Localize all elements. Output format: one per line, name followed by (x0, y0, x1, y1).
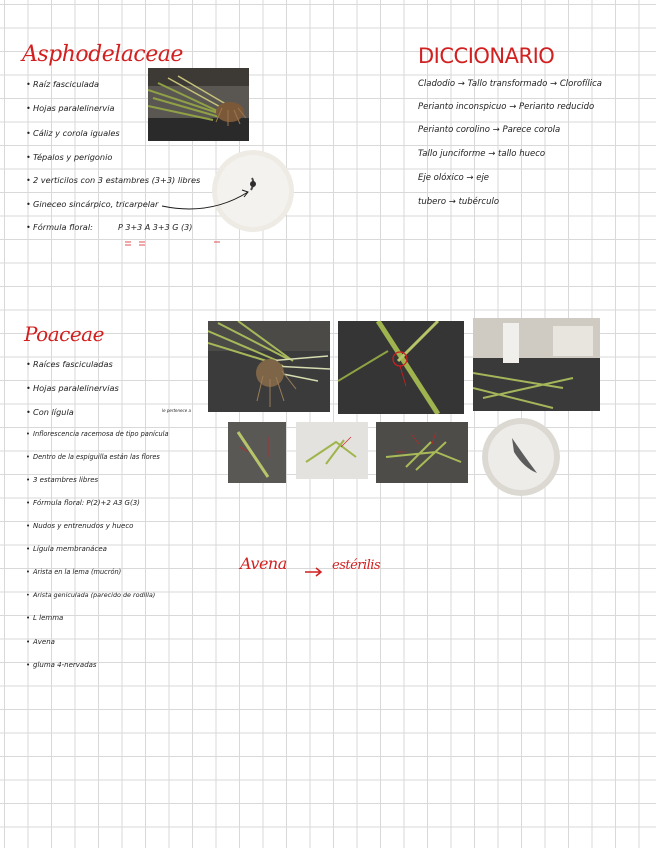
list-item: • Inflorescencia racemosa de tipo panícula (26, 430, 169, 438)
floral-formula: P 3+3 A 3+3 G (3) (118, 223, 193, 232)
list-item: • 3 estambres libres (26, 476, 99, 484)
list-item: Perianto inconspicuo → Perianto reducido (418, 102, 595, 112)
list-item: • Avena (26, 638, 55, 646)
list-item: • Raíces fasciculadas (26, 359, 113, 369)
plant-photo (148, 68, 249, 141)
list-item: • Dentro de la espiguilla están las flores (26, 453, 160, 461)
list-item: • L lemma (26, 614, 64, 622)
poaceae-title: Poaceae (24, 322, 104, 346)
lab-photo (473, 318, 600, 411)
list-item: • Con lígula (26, 407, 74, 417)
list-item: • Arista geniculada (parecido de rodilla) (26, 591, 156, 599)
spikelet-photo-2 (296, 422, 368, 479)
arrow-icon (304, 562, 324, 572)
list-item: • gluma 4-nervadas (26, 661, 97, 669)
asphodelaceae-title: Asphodelaceae (22, 42, 183, 67)
list-item: • Cáliz y corola iguales (26, 128, 120, 138)
microscope-spikelet-photo (482, 418, 560, 496)
list-item: • Hojas paralelinervias (26, 383, 119, 393)
list-item: • Gineceo sincárpico, tricarpelar (26, 199, 159, 209)
grass-roots-photo (208, 321, 330, 412)
list-item: Cladodio → Tallo transformado → Clorofílica (418, 79, 603, 89)
list-item: • Tépalos y perigonio (26, 152, 113, 162)
spikelet-photo-3 (376, 422, 468, 483)
list-item: • Raíz fasciculada (26, 79, 100, 89)
list-item: • 2 verticilos con 3 estambres (3+3) libres (26, 175, 201, 185)
avena-label: Avena (240, 554, 287, 573)
spikelet-photo-1 (228, 422, 286, 483)
list-item: tubero → tubérculo (418, 197, 500, 207)
list-item: • Lígula membranácea (26, 545, 107, 553)
grass-node-photo (338, 321, 464, 414)
formula-red-marks (122, 234, 222, 244)
list-item: • Fórmula floral: P(2)+2 A3 G(3) (26, 499, 140, 507)
small-annotation: le pertenece a (162, 408, 191, 413)
list-item: • Nudos y entrenudos y hueco (26, 522, 134, 530)
list-item: Eje olóxico → eje (418, 173, 490, 183)
diccionario-title: DICCIONARIO (418, 44, 555, 68)
list-item: • Arista en la lema (mucrón) (26, 568, 122, 576)
list-item: Perianto corolino → Parece corola (418, 125, 561, 135)
avena-species: estérilis (332, 558, 381, 573)
diccionario-list (418, 79, 638, 209)
list-item: Tallo junciforme → tallo hueco (418, 149, 546, 159)
list-item: • Fórmula floral: (26, 222, 93, 232)
arrow-icon (160, 186, 250, 216)
list-item: • Hojas paralelinervia (26, 103, 115, 113)
